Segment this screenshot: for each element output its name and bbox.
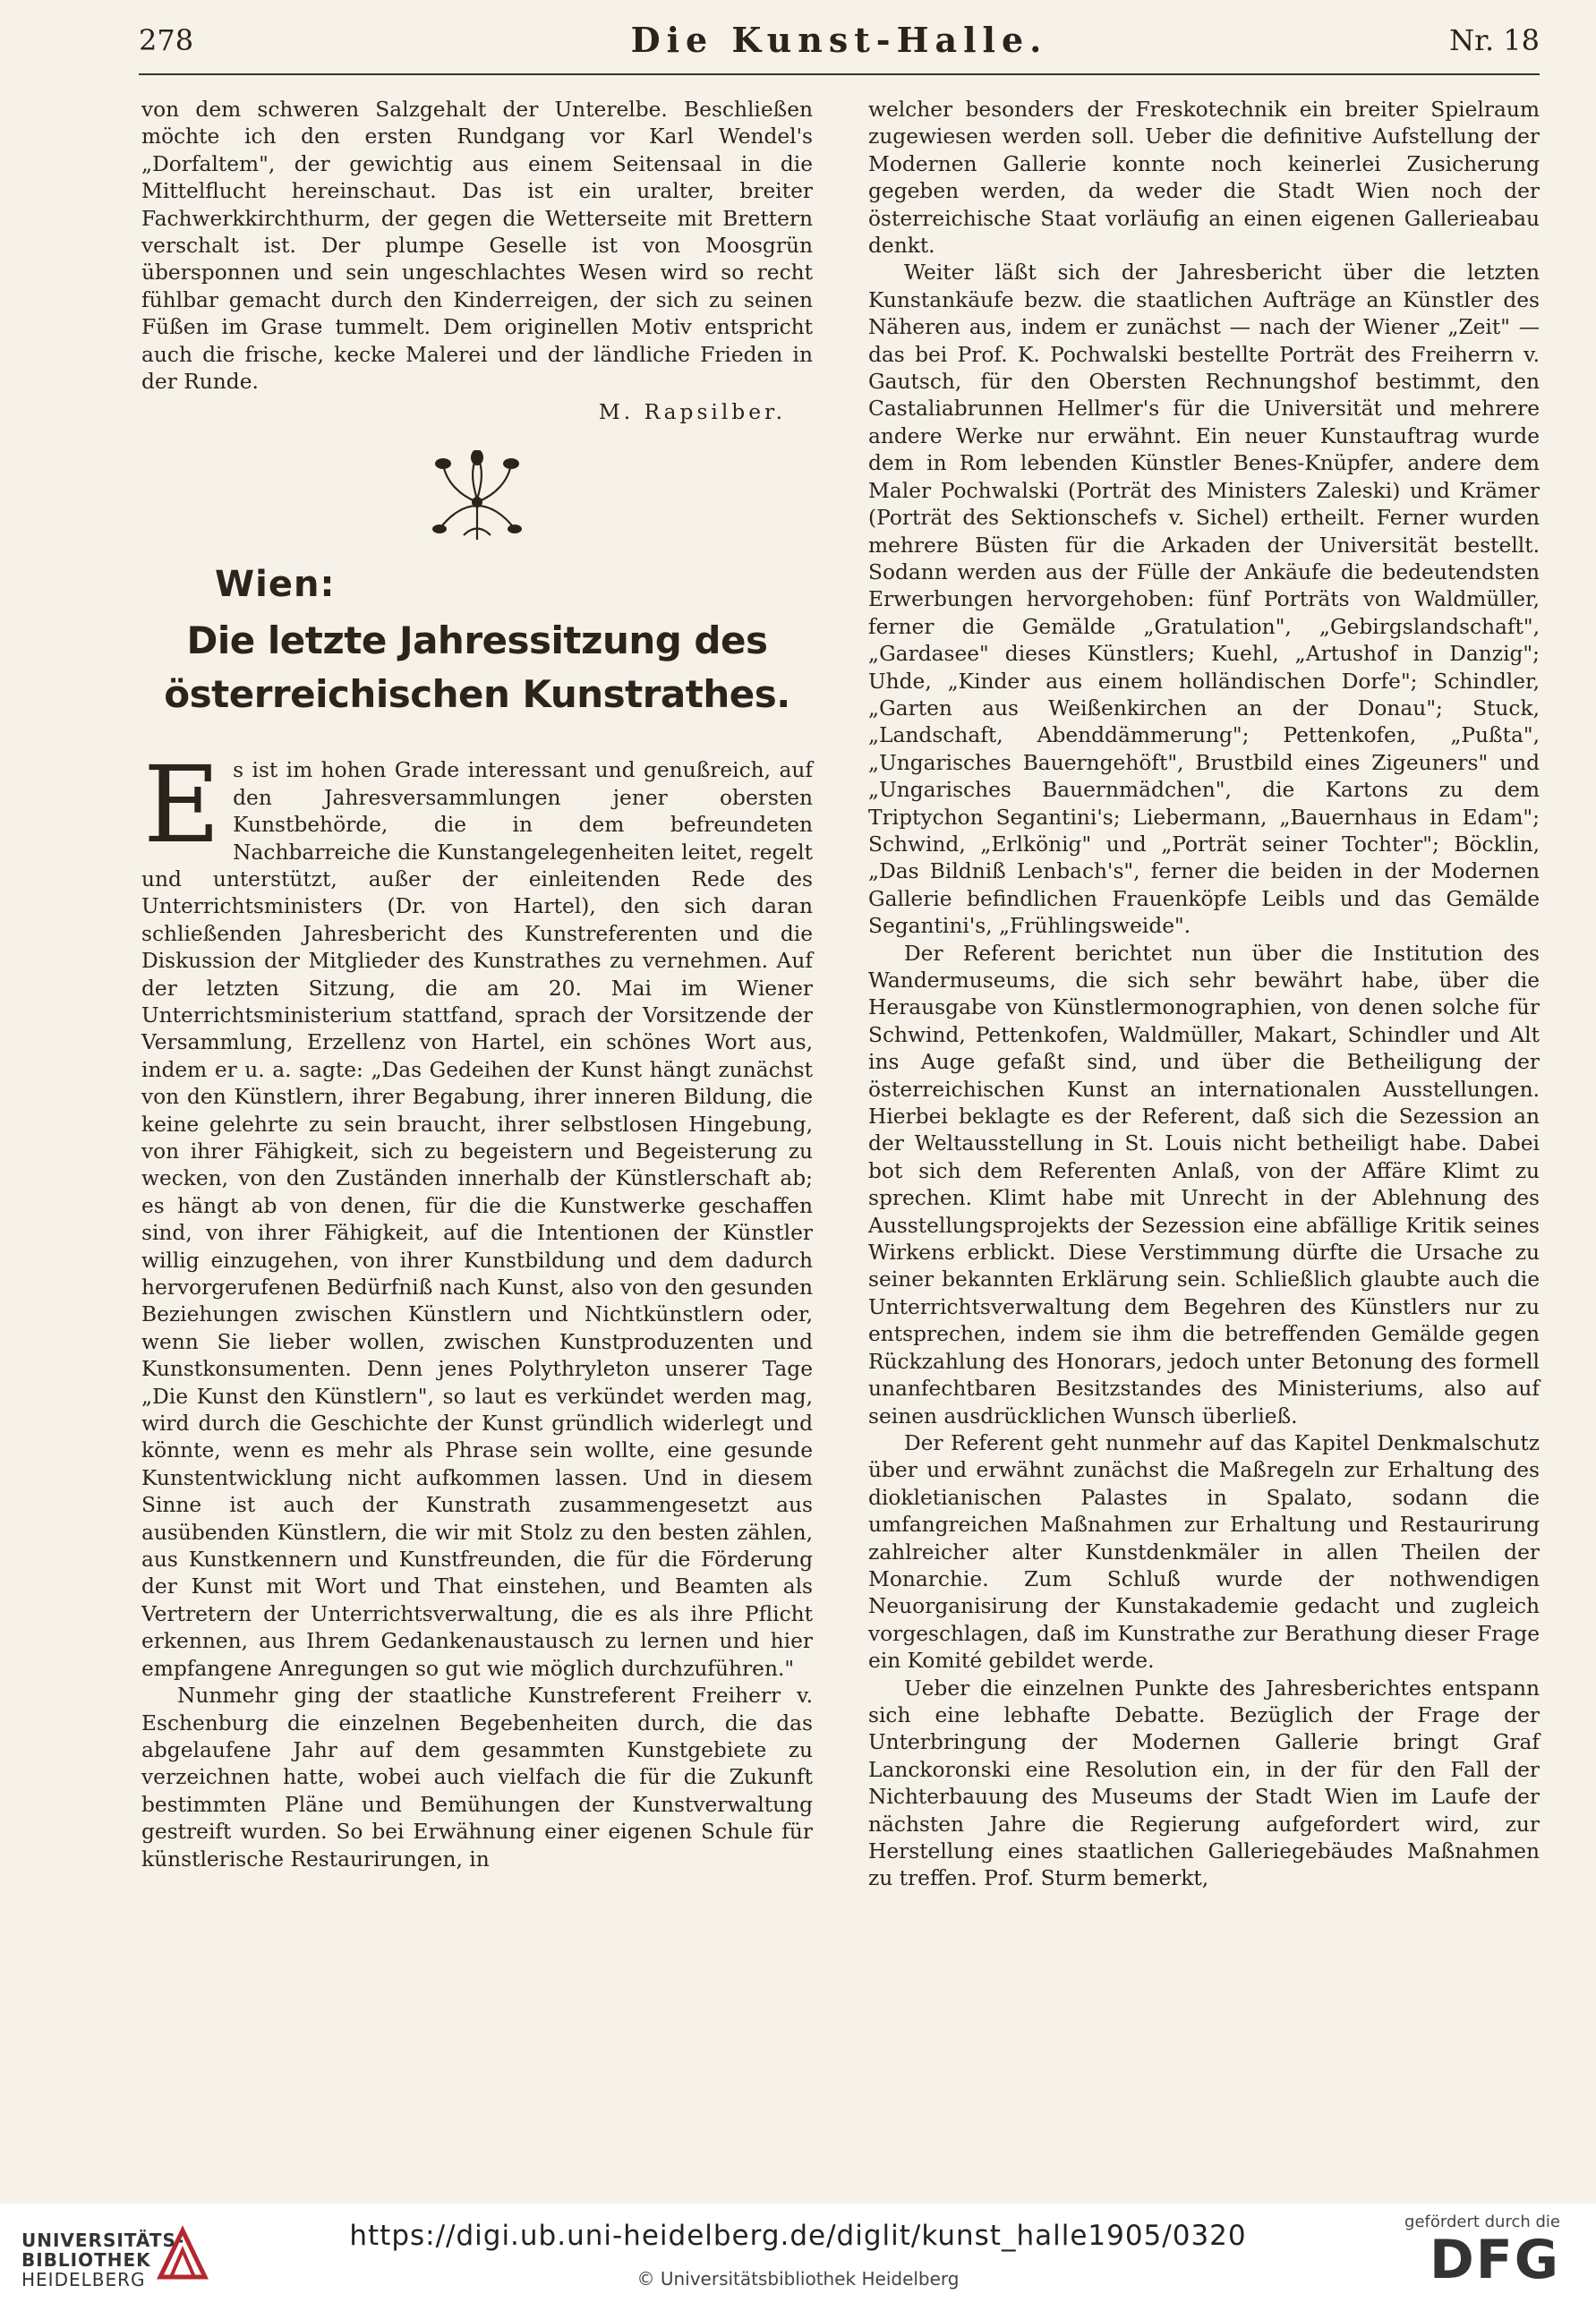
paragraph	[141, 743, 813, 1683]
paragraph: Ueber die einzelnen Punkte des Jahresberichtes entspann sich eine lebhafte Debatte. Bezüglich der Frage der Unterbringung der Modernen Gallerie bringt Graf Lanckoronski eine Resolution ein, in der für den Fall der Nichterbauung des Museums der Stadt Wien im Laufe der nächsten Jahre die Regierung aufgefordert wird, zur Herstellung eines staatlichen Galleriegebäudes Maßnahmen zu treffen. Prof. Sturm bemerkt,	[868, 1676, 1540, 1891]
right-column	[868, 97, 1540, 1893]
paragraph: Der Referent berichtet nun über die Institution des Wandermuseums, die sich sehr bewährt habe, über die Herausgabe von Künstlermonographien, von denen solche für Schwind, Pettenkofen, Waldmüller, Makart, Schindler und Alt ins Auge gefaßt sind, und über die Betheiligung der österreichischen Kunst an internationalen Ausstellungen. Hierbei beklagte es der Referent, daß sich die Sezession an der Weltausstellung in St. Louis nicht betheiligt habe. Dabei bot sich dem Referenten Anlaß, von der Affäre Klimt zu sprechen. Klimt habe mit Unrecht in der Ablehnung des Ausstellungsprojekts der Sezession eine abfällige Kritik seines Wirkens erblickt. Diese Verstimmung dürfte die Ursache zu seiner bekannten Erklärung sein. Schließlich glaubte auch die Unterrichtsverwaltung dem Begehren des Künstlers nur zu entsprechen, indem sie ihm die betreffenden Gemälde gegen Rückzahlung des Honorars, jedoch unter Betonung des formell unanfechtbaren Besitzstandes des Ministeriums, also auf seinen ausdrücklichen Wunsch überließ.	[868, 941, 1540, 1428]
author-signature: M. Rapsilber.	[598, 400, 786, 425]
drop-cap: E	[143, 743, 221, 867]
paragraph: von dem schweren Salzgehalt der Unterelbe. Beschließen möchte ich den ersten Rundgang vor Karl Wendel's „Dorfaltem", der gewichtig aus einem Seitensaal in die Mittelflucht hereinschaut. Das ist ein uralter, breiter Fachwerkkirchthurm, der gegen die Wetterseite mit Brettern verschalt ist. Der plumpe Geselle ist von Moosgrün übersponnen und sein ungeschlachtes Wesen wird so recht fühlbar gemacht durch den Kinderreigen, der sich zu seinen Füßen im Grase tummelt. Dem originellen Motiv entspricht auch die frische, kecke Malerei und der ländliche Frieden in der Runde.	[141, 98, 813, 395]
running-header	[139, 20, 1540, 75]
paragraph: Weiter läßt sich der Jahresbericht über die letzten Kunstankäufe bezw. die staatlichen Aufträge an Künstler des Näheren aus, indem er zunächst — nach der Wiener „Zeit" — das bei Prof. K. Pochwalski bestellte Porträt des Freiherrn v. Gautsch, für den Obersten Rechnungshof bestimmt, den Castaliabrunnen Hellmer's für die Universität und mehrere andere Werke nur erwähnt. Ein neuer Kunstauftrag wurde dem in Rom lebenden Künstler Benes-Knüpfer, andere dem Maler Pochwalski (Porträt des Ministers Zaleski) und Krämer (Porträt des Sektionschefs v. Sichel) ertheilt. Ferner wurden mehrere Büsten für die Arkaden der Universität bestellt. Sodann werden aus der Fülle der Ankäufe die bedeutendsten Erwerbungen hervorgehoben: fünf Porträts von Waldmüller, ferner die Gemälde „Gratulation", „Gebirgslandschaft", „Gardasee" dieses Künstlers; Kuehl, „Artushof in Danzig"; Uhde, „Kinder aus einem holländischen Dorfe"; Schindler, „Garten aus Weißenkirchen an der Donau"; Stuck, „Landschaft, Abenddämmerung"; Pettenkofen, „Pußta", „Ungarisches Bauerngehöft", Brustbild eines Zigeuners" und „Ungarisches Bauernmädchen", die Kartons zu dem Triptychon Segantini's; Liebermann, „Bauernhaus in Edam"; Schwind, „Erlkönig" und „Porträt seiner Tochter"; Böcklin, „Das Bildniß Lenbach's", ferner die beiden in der Modernen Gallerie befindlichen Frauenköpfe Leibls und das Gemälde Segantini's, „Frühlingsweide".	[868, 260, 1540, 939]
funding-label: gefördert durch die	[1404, 2213, 1560, 2231]
funder-name: DFG	[1429, 2229, 1560, 2291]
article-headline: Die letzte Jahressitzung des österreichischen Kunstrathes.	[164, 618, 790, 717]
paragraph: Der Referent geht nunmehr auf das Kapitel Denkmalschutz über und erwähnt zunächst die Maßregeln zur Erhaltung des diokletianischen Palastes in Spalato, sodann die umfangreichen Maßnahmen zur Erhaltung und Restaurirung zahlreicher alter Kunstdenkmäler in allen Theilen der Monarchie. Zum Schluß wurde der nothwendigen Neuorganisirung der Kunstakademie gedacht und zugleich vorgeschlagen, daß im Kunstrathe zur Berathung dieser Frage ein Komité gebildet werde.	[868, 1430, 1540, 1674]
paragraph-text: s ist im hohen Grade interessant und genußreich, auf den Jahresversammlungen jener obersten Kunstbehörde, die in dem befreundeten Nachbarreiche die Kunstangelegenheiten leitet, regelt und unterstützt, außer der einleitenden Rede des Unterrichtsministers (Dr. von Hartel), den sich daran schließenden Jahresbericht des Kunstreferenten und die Diskussion der Mitglieder des Kunstrathes zu vernehmen. Auf der letzten Sitzung, die am 20. Mai im Wiener Unterrichtsministerium stattfand, sprach der Vorsitzende der Versammlung, Erzellenz von Hartel, ein schönes Wort aus, indem er u. a. sagte: „Das Gedeihen der Kunst hängt zunächst von den Künstlern, ihrer Begabung, ihrer inneren Bildung, die keine gelehrte zu sein braucht, ihrer selbstlosen Hingebung, von ihrer Fähigkeit, sich zu begeistern und Begeisterung zu wecken, von den Zuständen innerhalb der Künstlerschaft ab; es hängt ab von denen, für die die Kunstwerke geschaffen sind, von ihrer Fähigkeit, auf die Intentionen der Künstler willig einzugehen, von ihrer Kunstbildung und dem dadurch hervorgerufenen Bedürfniß nach Kunst, also von den gesunden Beziehungen zwischen Künstlern und Nichtkünstlern oder, wenn Sie lieber wollen, zwischen Kunstproduzenten und Kunstkonsumenten. Denn jenes Polythryleton unserer Tage „Die Kunst den Künstlern", so laut es verkündet werden mag, wird durch die Geschichte der Kunst gründlich widerlegt und könnte, wenn es mehr als Phrase sein wollte, eine gesunde Kunstentwicklung nicht aufkommen lassen. Und in diesem Sinne ist auch der Kunstrath zusammengesetzt aus ausübenden Künstlern, die wir mit Stolz zu den besten zählen, aus Kunstkennern und Kunstfreunden, die für die Förderung der Kunst mit Wort und That einstehen, und Beamten als Vertretern der Unterrichtsverwaltung, die es als ihre Pflicht erkennen, aus Ihrem Gedankenaustausch zu lernen und hier empfangene Anregungen so gut wie möglich durchzuführen."	[141, 758, 813, 1681]
page-number: 278	[139, 23, 194, 57]
left-column	[141, 97, 813, 1873]
permalink-url[interactable]: https://digi.ub.uni-heidelberg.de/diglit/kunst_halle1905/0320	[349, 2220, 1247, 2252]
paragraph: welcher besonders der Freskotechnik ein breiter Spielraum zugewiesen werden soll. Ueber die definitive Aufstellung der Modernen Gallerie konnte noch keinerlei Zusicherung gegeben werden, da weder die Stadt Wien noch der österreichische Staat vorläufig an einen eigenen Gallerieabau denkt.	[868, 98, 1540, 259]
library-name-1: UNIVERSITÄTS-	[21, 2230, 185, 2251]
section-place: Wien:	[215, 563, 336, 605]
issue-number: Nr. 18	[1449, 23, 1540, 57]
paragraph: Nunmehr ging der staatliche Kunstreferent Freiherr v. Eschenburg die einzelnen Begebenheiten durch, die das abgelaufene Jahr auf dem gesammten Kunstgebiete zu verzeichnen hatte, wobei auch vielfach die für die Zukunft bestimmten Pläne und Bemühungen der Kunstverwaltung gestreift wurden. So bei Erwähnung einer eigenen Schule für künstlerische Restaurirungen, in	[141, 1684, 813, 1872]
library-name-3: HEIDELBERG	[21, 2269, 146, 2290]
copyright-notice: © Universitätsbibliothek Heidelberg	[636, 2268, 960, 2290]
journal-title: Die Kunst-Halle.	[630, 20, 1048, 60]
digitization-footer	[0, 2204, 1596, 2311]
floral-ornament-icon	[423, 450, 531, 544]
library-name-2: BIBLIOTHEK	[21, 2249, 151, 2271]
funder-logo	[1404, 2213, 1560, 2289]
